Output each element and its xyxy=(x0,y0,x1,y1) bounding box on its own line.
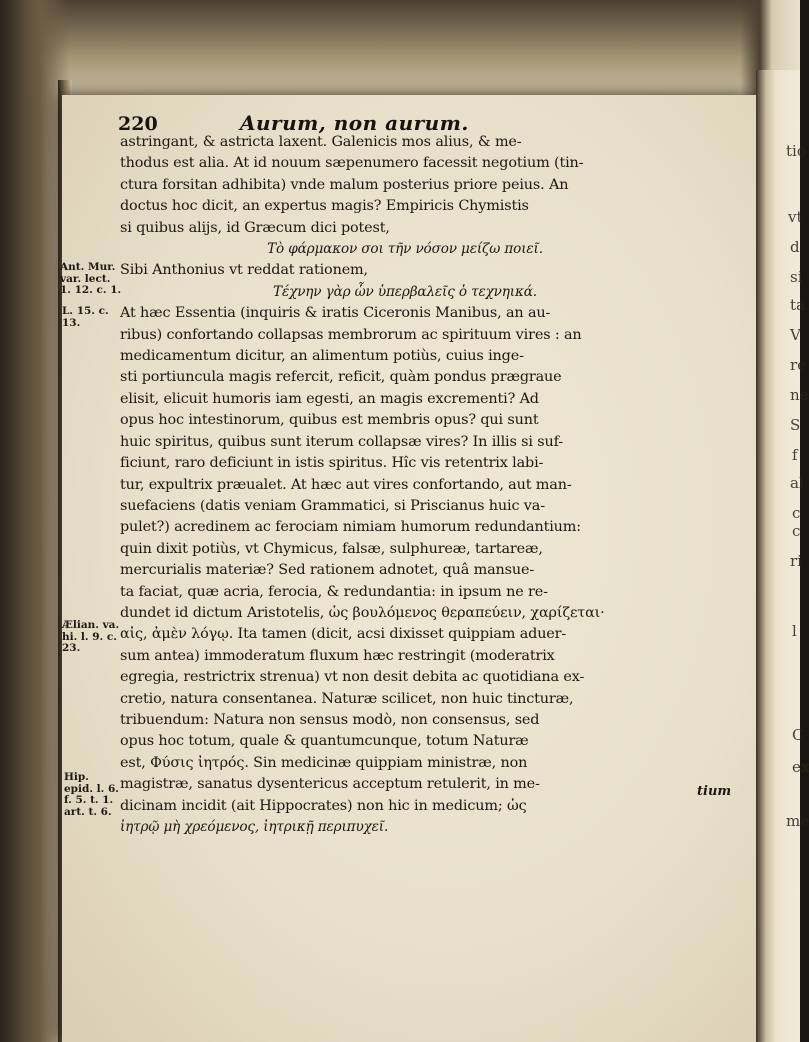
page-number: 220 xyxy=(118,113,158,135)
facing-page-fragment: V xyxy=(790,326,801,344)
facing-page-fragment: re xyxy=(790,356,807,374)
text-line: huic spiritus, quibus sunt iterum collapsæ vires? In illis si suf- xyxy=(120,433,564,450)
text-line: suefaciens (datis veniam Grammatici, si Priscianus huic va- xyxy=(120,497,545,514)
facing-page-fragment: c xyxy=(792,504,801,522)
facing-page-fragment: l xyxy=(792,622,797,640)
margin-note: L. 15. c. 13. xyxy=(62,305,109,329)
margin-note: Hip. epid. l. 6. f. 5. t. 1. art. t. 6. xyxy=(64,771,119,818)
text-line: est, Φύσις ἰητρός. Sin medicinæ quippiam ministræ, non xyxy=(120,754,528,771)
text-line: dicinam incidit (ait Hippocrates) non hic in medicum; ὡς xyxy=(120,797,527,814)
text-line: opus hoc intestinorum, quibus est membris opus? qui sunt xyxy=(120,412,539,429)
text-line: tribuendum: Natura non sensus modò, non consensus, sed xyxy=(120,711,540,728)
text-line: egregia, restrictrix strenua) vt non desit debita ac quotidiana ex- xyxy=(120,669,585,686)
text-line: dundet id dictum Aristotelis, ὡς βουλόμενος θεραπεύειν, χαρίζεται· xyxy=(120,604,605,621)
facing-page-fragment: c xyxy=(792,522,801,540)
text-line: tur, expultrix præualet. At hæc aut vires confortando, aut man- xyxy=(120,476,572,493)
text-line: Sibi Anthonius vt reddat rationem, xyxy=(120,262,368,279)
text-line: astringant, & astricta laxent. Galenicis mos alius, & me- xyxy=(120,134,522,150)
text-line: elisit, elicuit humoris iam egesti, an magis excrementi? Ad xyxy=(120,390,539,407)
text-line: mercurialis materiæ? Sed rationem adnotet, quâ mansue- xyxy=(120,562,535,579)
text-line: αἰς, ἀμὲν λόγῳ. Ita tamen (dicit, acsi dixisset quippiam aduer- xyxy=(120,626,567,643)
greek-quotation: Τὸ φάρμακον σοι τῆν νόσον μείζω ποιεῖ. xyxy=(267,241,543,258)
greek-quotation: Τέχνην γὰρ ὧν ὑπερβαλεῖς ὁ τεχνηικά. xyxy=(273,283,537,300)
text-line: opus hoc totum, quale & quantumcunque, totum Naturæ xyxy=(120,733,529,750)
facing-page-edge xyxy=(756,70,809,1042)
running-title: Aurum, non aurum. xyxy=(240,111,469,135)
text-line: si quibus alijs, id Græcum dici potest, xyxy=(120,219,390,236)
text-line: doctus hoc dicit, an expertus magis? Empiricis Chymistis xyxy=(120,198,529,215)
text-line: pulet?) acredinem ac ferociam nimiam humorum redundantium: xyxy=(120,519,581,536)
body-text xyxy=(120,132,750,838)
margin-note: Ant. Mur. var. lect. 1. 12. c. 1. xyxy=(60,261,122,296)
text-line: ribus) confortando collapsas membrorum ac spirituum vires : an xyxy=(120,326,582,343)
facing-page-fragment: C xyxy=(792,726,804,744)
facing-page-fragment: tio xyxy=(786,142,806,160)
text-line: cretio, natura consentanea. Naturæ scilicet, non huic tincturæ, xyxy=(120,690,574,707)
facing-page-fragment: vt xyxy=(788,208,803,226)
facing-page-fragment: si xyxy=(790,268,803,286)
text-line: magistræ, sanatus dysentericus acceptum retulerit, in me- xyxy=(120,776,540,793)
text-line: medicamentum dicitur, an alimentum potiùs, cuius inge- xyxy=(120,348,524,365)
facing-page-fragment: ri xyxy=(790,552,802,570)
facing-page-fragment: ex xyxy=(792,758,809,776)
text-line: sum antea) immoderatum fluxum hæc restringit (moderatrix xyxy=(120,647,555,664)
facing-page-fragment: S xyxy=(790,416,801,434)
catchword: tium xyxy=(697,784,732,799)
facing-page-fragment: ne xyxy=(790,386,809,404)
facing-page-fragment: me xyxy=(786,812,809,830)
text-line: thodus est alia. At id nouum sæpenumero facessit negotium (tin- xyxy=(120,155,584,172)
facing-page-fragment: f xyxy=(792,446,798,464)
text-line: ta faciat, quæ acria, ferocia, & redundantia: in ipsum ne re- xyxy=(120,583,548,600)
facing-page-fragment: d xyxy=(790,238,800,256)
facing-page-fragment: ta xyxy=(790,296,805,314)
text-line: quin dixit potiùs, vt Chymicus, falsæ, sulphureæ, tartareæ, xyxy=(120,540,543,557)
facing-page-fragment: al xyxy=(790,474,804,492)
text-line: sti portiuncula magis refercit, reficit, quàm pondus prægraue xyxy=(120,369,562,386)
text-line: ficiunt, raro deficiunt in istis spiritus. Hîc vis retentrix labi- xyxy=(120,455,544,472)
greek-quotation: ἰητρῷ μὴ χρεόμενος, ἰητρικῇ περιπυχεῖ. xyxy=(120,819,389,835)
text-line: At hæc Essentia (inquiris & iratis Ciceronis Manibus, an au- xyxy=(120,305,551,322)
text-line: ctura forsitan adhibita) vnde malum posterius priore peius. An xyxy=(120,176,569,193)
margin-note: Ælian. va. hi. l. 9. c. 23. xyxy=(62,619,120,654)
